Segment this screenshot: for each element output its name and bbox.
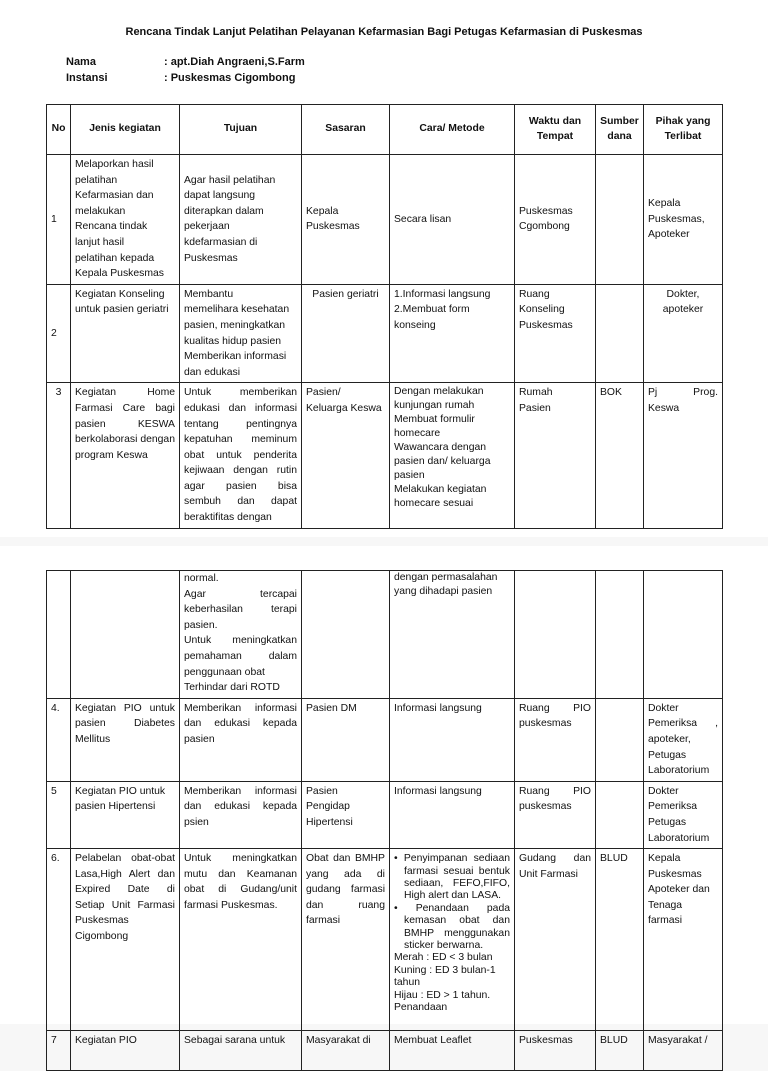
cell-dana (596, 781, 644, 848)
cell-jenis (71, 571, 180, 699)
cell-waktu: Ruang PIO puskesmas (515, 698, 596, 781)
cell-dana: BLUD (596, 1031, 644, 1071)
cell-tujuan: normal. Agar tercapai keberhasilan terapi pasien. Untuk meningkatkan pemahaman dalam penggunaan obat Terhindar dari ROTD (180, 571, 302, 699)
cell-no: 4. (47, 698, 71, 781)
cell-dana: BLUD (596, 849, 644, 1031)
cell-jenis: Melaporkan hasil pelatihan Kefarmasian dan melakukan Rencana tindak lanjut hasil pelatihan kepada Kepala Puskesmas (71, 155, 180, 285)
cell-pihak: Dokter Pemeriksa Petugas Laboratorium (644, 781, 723, 848)
header-tujuan: Tujuan (180, 105, 302, 155)
cell-metode: • Penyimpanan sediaan farmasi sesuai bentuk sediaan, FEFO,FIFO, High alert dan LASA. • Penandaan pada kemasan obat dan BMHP menggunakan sticker berwarna. Merah : ED < 3 bulan Kuning : ED 3 bulan-1 tahun Hijau : ED > 1 tahun. Penandaan (390, 849, 515, 1031)
cell-waktu: Puskesmas Cgombong (515, 155, 596, 285)
header-sasaran: Sasaran (302, 105, 390, 155)
cell-metode: 1.Informasi langsung 2.Membuat form konseing (390, 284, 515, 383)
cell-jenis: Kegiatan PIO untuk pasien Hipertensi (71, 781, 180, 848)
document-page-2 (0, 546, 768, 1047)
cell-dana (596, 155, 644, 285)
cell-no: 1 (47, 155, 71, 285)
cell-metode: Membuat Leaflet (390, 1031, 515, 1071)
rtl-table-page-2 (46, 570, 723, 1071)
table-row (47, 155, 723, 285)
header-waktu: Waktu dan Tempat (515, 105, 596, 155)
table-row (47, 849, 723, 1031)
metode-bullet: • Penyimpanan sediaan farmasi sesuai bentuk sediaan, FEFO,FIFO, High alert dan LASA. (394, 853, 511, 902)
table-row (47, 1031, 723, 1071)
cell-waktu: Ruang PIO puskesmas (515, 781, 596, 848)
cell-tujuan: Untuk memberikan edukasi dan informasi tentang pentingnya kepatuhan meminum obat untuk penderita kejiwaan dengan rutin agar pasien bisa sembuh dan dapat beraktifitas dengan (180, 383, 302, 528)
nama-label: Nama (66, 56, 96, 68)
table-row (47, 284, 723, 383)
cell-no: 2 (47, 284, 71, 383)
cell-metode: Secara lisan (390, 155, 515, 285)
cell-jenis: Pelabelan obat-obat Lasa,High Alert dan Expired Date di Setiap Unit Farmasi Puskesmas Cigombong (71, 849, 180, 1031)
cell-jenis: Kegiatan Home Farmasi Care bagi pasien KESWA berkolaborasi dengan program Keswa (71, 383, 180, 528)
cell-sasaran: Pasien DM (302, 698, 390, 781)
cell-sasaran: Pasien/ Keluarga Keswa (302, 383, 390, 528)
document-title: Rencana Tindak Lanjut Pelatihan Pelayanan Kefarmasian Bagi Petugas Kefarmasian di Puskesmas (125, 26, 643, 38)
cell-sasaran: Pasien Pengidap Hipertensi (302, 781, 390, 848)
nama-row (66, 56, 305, 68)
cell-no: 6. (47, 849, 71, 1031)
cell-metode: Dengan melakukan kunjungan rumah Membuat formulir homecare Wawancara dengan pasien dan/ keluarga pasien Melakukan kegiatan homecare sesuai (390, 383, 515, 528)
cell-tujuan: Agar hasil pelatihan dapat langsung diterapkan dalam pekerjaan kdefarmasian di Puskesmas (180, 155, 302, 285)
cell-waktu (515, 571, 596, 699)
header-no: No (47, 105, 71, 155)
cell-dana (596, 698, 644, 781)
header-metode: Cara/ Metode (390, 105, 515, 155)
instansi-row (66, 72, 296, 84)
cell-no: 3 (47, 383, 71, 528)
cell-waktu: Ruang Konseling Puskesmas (515, 284, 596, 383)
cell-no: 7 (47, 1031, 71, 1071)
cell-pihak (644, 571, 723, 699)
table-row (47, 698, 723, 781)
table-row (47, 383, 723, 528)
header-jenis: Jenis kegiatan (71, 105, 180, 155)
cell-pihak: Kepala Puskesmas Apoteker dan Tenaga farmasi (644, 849, 723, 1031)
instansi-value: : Puskesmas Cigombong (164, 72, 296, 84)
cell-no (47, 571, 71, 699)
table-row (47, 571, 723, 699)
cell-jenis: Kegiatan Konseling untuk pasien geriatri (71, 284, 180, 383)
table-header-row (47, 105, 723, 155)
metode-bullet: • Penandaan pada kemasan obat dan BMHP menggunakan sticker berwarna. (394, 902, 510, 951)
cell-dana (596, 284, 644, 383)
header-dana: Sumber dana (596, 105, 644, 155)
cell-pihak: Kepala Puskesmas, Apoteker (644, 155, 723, 285)
cell-tujuan: Memberikan informasi dan edukasi kepada psien (180, 781, 302, 848)
cell-waktu: Gudang dan Unit Farmasi (515, 849, 596, 1031)
cell-metode: Informasi langsung (390, 781, 515, 848)
cell-pihak: Masyarakat / (644, 1031, 723, 1071)
cell-jenis: Kegiatan PIO untuk pasien Diabetes Mellitus (71, 698, 180, 781)
cell-jenis: Kegiatan PIO (71, 1031, 180, 1071)
cell-waktu: Rumah Pasien (515, 383, 596, 528)
cell-tujuan: Sebagai sarana untuk (180, 1031, 302, 1071)
cell-sasaran: Pasien geriatri (302, 284, 390, 383)
nama-value: : apt.Diah Angraeni,S.Farm (164, 56, 305, 68)
table-row (47, 781, 723, 848)
cell-pihak: Dokter, apoteker (644, 284, 723, 383)
cell-pihak: Pj Prog. Keswa (644, 383, 723, 528)
cell-sasaran: Obat dan BMHP yang ada di gudang farmasi dan ruang farmasi (302, 849, 390, 1031)
cell-sasaran: Kepala Puskesmas (302, 155, 390, 285)
cell-tujuan: Membantu memelihara kesehatan pasien, meningkatkan kualitas hidup pasien Memberikan informasi dan edukasi (180, 284, 302, 383)
cell-tujuan: Untuk meningkatkan mutu dan Keamanan obat di Gudang/unit farmasi Puskesmas. (180, 849, 302, 1031)
cell-metode: Informasi langsung (390, 698, 515, 781)
cell-sasaran: Masyarakat di (302, 1031, 390, 1071)
cell-metode: dengan permasalahan yang dihadapi pasien (390, 571, 515, 699)
cell-sasaran (302, 571, 390, 699)
rtl-table-page-1 (46, 104, 723, 529)
cell-tujuan: Memberikan informasi dan edukasi kepada pasien (180, 698, 302, 781)
cell-dana: BOK (596, 383, 644, 528)
cell-pihak: Dokter Pemeriksa , apoteker, Petugas Laboratorium (644, 698, 723, 781)
header-pihak: Pihak yang Terlibat (644, 105, 723, 155)
instansi-label: Instansi (66, 72, 108, 84)
cell-no: 5 (47, 781, 71, 848)
cell-dana (596, 571, 644, 699)
cell-waktu: Puskesmas (515, 1031, 596, 1071)
